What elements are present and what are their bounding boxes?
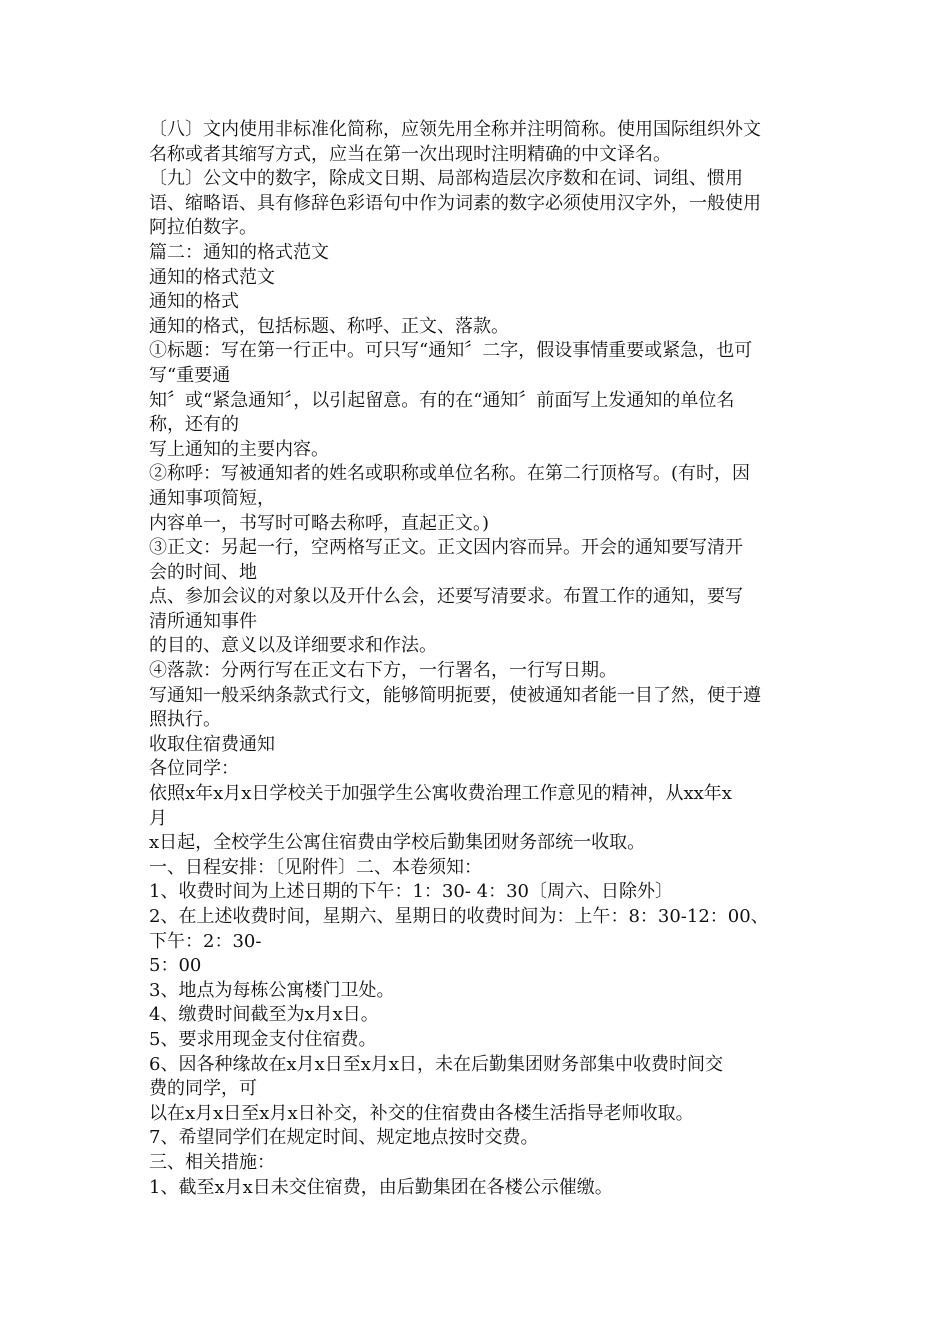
text-line: 知〞或“紧急通知〞，以引起留意。有的在“通知〞前面写上发通知的单位名 bbox=[149, 389, 735, 411]
text-line: 通知的格式范文 bbox=[149, 266, 275, 288]
text-line: 月 bbox=[149, 807, 167, 829]
text-line: 费的同学，可 bbox=[149, 1078, 257, 1100]
text-line: 清所通知事件 bbox=[149, 610, 257, 632]
text-line: ②称呼：写被通知者的姓名或职称或单位名称。在第二行顶格写。(有时，因 bbox=[149, 463, 751, 485]
text-line: 写“重要通 bbox=[149, 364, 231, 386]
list-item: 1、截至x月x日未交住宿费，由后勤集团在各楼公示催缴。 bbox=[149, 1176, 613, 1198]
text-line: 会的时间、地 bbox=[149, 561, 257, 583]
text-line: 依照x年x月x日学校关于加强学生公寓收费治理工作意见的精神，从xx年x bbox=[149, 783, 732, 805]
text-line: 语、缩略语、具有修辞色彩语句中作为词素的数字必须使用汉字外，一般使用 bbox=[149, 192, 761, 214]
text-line: 〔九〕公文中的数字，除成文日期、局部构造层次序数和在词、词组、惯用 bbox=[149, 168, 743, 190]
text-line: 名称或者其缩写方式，应当在第一次出现时注明精确的中文译名。 bbox=[149, 143, 671, 165]
list-item: 6、因各种缘故在x月x日至x月x日，未在后勤集团财务部集中收费时间交 bbox=[149, 1053, 724, 1075]
text-line: 照执行。 bbox=[149, 709, 221, 731]
text-line: 阿拉伯数字。 bbox=[149, 217, 257, 239]
list-item: 3、地点为每栋公寓楼门卫处。 bbox=[149, 979, 395, 1001]
list-item: 4、缴费时间截至为x月x日。 bbox=[149, 1004, 379, 1026]
salutation: 各位同学： bbox=[149, 758, 239, 780]
list-item: 7、希望同学们在规定时间、规定地点按时交费。 bbox=[149, 1127, 539, 1149]
text-line: 的目的、意义以及详细要求和作法。 bbox=[149, 635, 437, 657]
section-heading: 三、相关措施： bbox=[149, 1151, 275, 1173]
document-page bbox=[149, 118, 809, 1200]
text-line: x日起，全校学生公寓住宿费由学校后勤集团财务部统一收取。 bbox=[149, 832, 646, 854]
text-line: 点、参加会议的对象以及开什么会，还要写清要求。布置工作的通知，要写 bbox=[149, 586, 743, 608]
text-line: 通知的格式，包括标题、称呼、正文、落款。 bbox=[149, 315, 509, 337]
text-line: 写上通知的主要内容。 bbox=[149, 438, 329, 460]
text-line: 称，还有的 bbox=[149, 414, 239, 436]
text-line: ①标题：写在第一行正中。可只写“通知〞二字，假设事情重要或紧急，也可 bbox=[149, 340, 753, 362]
list-item: 5、要求用现金支付住宿费。 bbox=[149, 1028, 377, 1050]
text-line: 〔八〕文内使用非标准化简称，应领先用全称并注明简称。使用国际组织外文 bbox=[149, 119, 761, 140]
text-line: 写通知一般采纳条款式行文，能够简明扼要，使被通知者能一目了然，便于遵 bbox=[149, 684, 761, 706]
text-line: 下午：2：30- bbox=[149, 930, 262, 952]
section-heading: 篇二：通知的格式范文 bbox=[149, 241, 329, 263]
text-line: 5：00 bbox=[149, 955, 202, 977]
list-item: 2、在上述收费时间，星期六、星期日的收费时间为：上午：8：30-12：00、 bbox=[149, 906, 769, 927]
text-line: 以在x月x日至x月x日补交，补交的住宿费由各楼生活指导老师收取。 bbox=[149, 1102, 694, 1124]
text-line: ③正文：另起一行，空两格写正文。正文因内容而异。开会的通知要写清开 bbox=[149, 537, 743, 559]
text-line: 内容单一，书写时可略去称呼，直起正文。) bbox=[149, 512, 490, 534]
text-line: 通知的格式 bbox=[149, 291, 239, 313]
text-line: ④落款：分两行写在正文右下方，一行署名，一行写日期。 bbox=[149, 660, 617, 682]
list-item: 1、收费时间为上述日期的下午：1：30- 4：30〔周六、日除外〕 bbox=[149, 881, 673, 903]
text-line: 一、日程安排：〔见附件〕二、本卷须知： bbox=[149, 856, 482, 878]
notice-title: 收取住宿费通知 bbox=[149, 733, 275, 755]
text-line: 通知事项简短， bbox=[149, 487, 275, 509]
